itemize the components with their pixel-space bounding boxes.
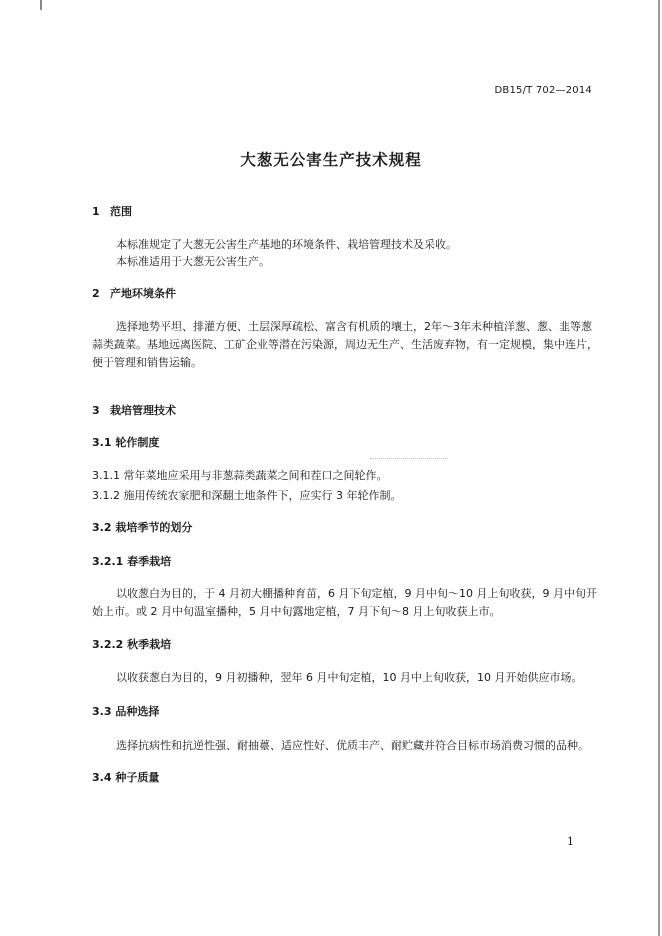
section-number: 1 (92, 205, 100, 218)
scan-edge (658, 0, 660, 936)
subsection-3-1-heading: 3.1 轮作制度 (92, 436, 160, 449)
scan-mark (40, 0, 42, 10)
section-number: 2 (92, 287, 100, 300)
paragraph-line: 以收获葱白为目的，9 月初播种，翌年 6 月中旬定植，10 月中上旬收获，10 月开始供应市场。 (116, 671, 583, 684)
paragraph-line: 选择抗病性和抗逆性强、耐抽薹、适应性好、优质丰产、耐贮藏并符合目标市场消费习惯的品种。 (116, 739, 589, 752)
document-title: 大葱无公害生产技术规程 (240, 151, 422, 169)
section-title: 产地环境条件 (110, 287, 176, 300)
paragraph-line: 始上市。或 2 月中旬温室播种，5 月中旬露地定植，7 月下旬～8 月上旬收获上市。 (92, 605, 501, 618)
paragraph-line: 蒜类蔬菜。基地远离医院、工矿企业等潜在污染源，周边无生产、生活废弃物，有一定规模，集中连片， (92, 338, 598, 351)
section-title: 范围 (110, 205, 132, 218)
scan-artifact (370, 458, 448, 459)
section-2-heading (92, 285, 176, 301)
subsection-3-2-1-heading: 3.2.1 春季栽培 (92, 555, 172, 568)
section-3-heading (92, 402, 176, 418)
paragraph-line: 本标准适用于大葱无公害生产。 (116, 255, 270, 268)
paragraph-line: 便于管理和销售运输。 (92, 356, 202, 369)
paragraph-line: 以收葱白为目的，于 4 月初大棚播种育苗，6 月下旬定植，9 月中旬～10 月上旬收获，9 月中旬开 (116, 587, 597, 600)
section-1-heading (92, 203, 132, 219)
subsection-3-2-2-heading: 3.2.2 秋季栽培 (92, 638, 172, 651)
section-title: 栽培管理技术 (110, 404, 176, 417)
paragraph-line: 本标准规定了大葱无公害生产基地的环境条件、栽培管理技术及采收。 (116, 238, 457, 251)
clause-3-1-2: 3.1.2 施用传统农家肥和深翻土地条件下，应实行 3 年轮作制。 (92, 489, 402, 502)
subsection-3-4-heading: 3.4 种子质量 (92, 771, 160, 784)
section-number: 3 (92, 404, 100, 417)
document-code: DB15/T 702—2014 (494, 85, 592, 96)
subsection-3-2-heading: 3.2 栽培季节的划分 (92, 521, 193, 534)
paragraph-line: 选择地势平坦、排灌方便、土层深厚疏松、富含有机质的壤土，2年～3年未种植洋葱、葱、韭等葱 (116, 320, 592, 333)
clause-3-1-1: 3.1.1 常年菜地应采用与非葱蒜类蔬菜之间和茬口之间轮作。 (92, 469, 388, 482)
subsection-3-3-heading: 3.3 品种选择 (92, 705, 160, 718)
page-number: 1 (567, 835, 574, 848)
